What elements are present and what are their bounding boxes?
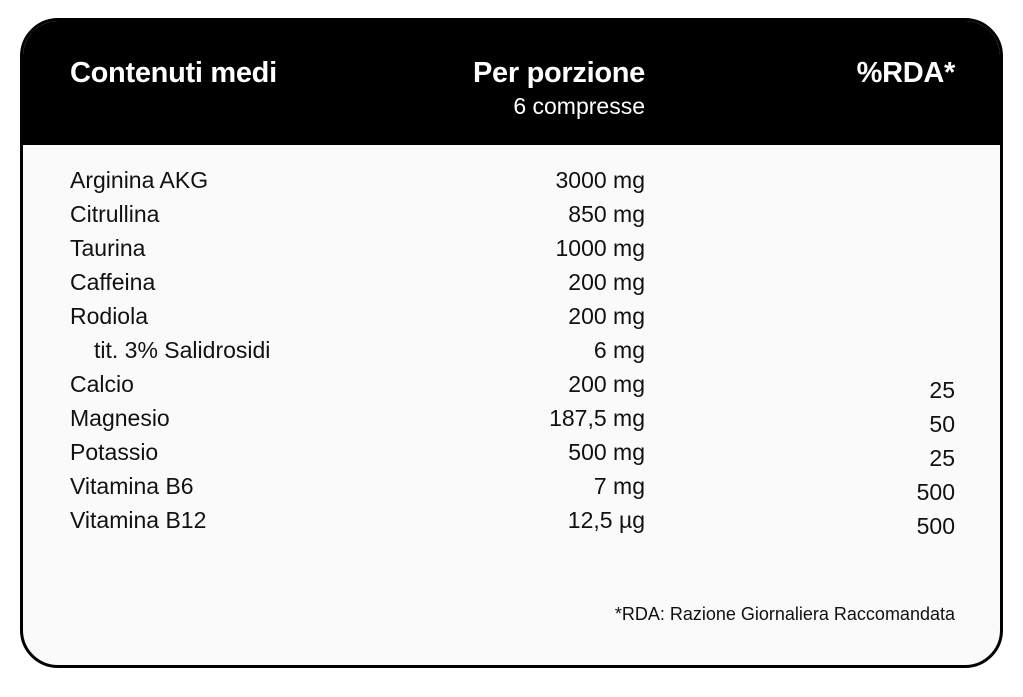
nutrient-amount: 500 mg <box>568 439 645 465</box>
nutrient-name: Caffeina <box>70 269 156 295</box>
nutrient-amount: 200 mg <box>568 303 645 329</box>
nutrient-amount: 187,5 mg <box>549 405 645 431</box>
header-per-portion: Per porzione <box>472 57 645 89</box>
nutrient-name: Vitamina B12 <box>70 507 207 533</box>
nutrient-name: Taurina <box>70 235 146 261</box>
nutrient-amount: 6 mg <box>593 337 645 363</box>
header-contents: Contenuti medi <box>70 57 277 89</box>
nutrient-rda: 25 <box>929 445 955 471</box>
nutrient-amount: 7 mg <box>593 473 645 499</box>
table-body <box>23 167 1000 541</box>
nutrient-name: Magnesio <box>70 405 170 431</box>
nutrient-name: Citrullina <box>70 201 160 227</box>
table-row <box>23 507 1000 541</box>
nutrient-name: Rodiola <box>70 303 148 329</box>
header-portion-size: 6 compresse <box>513 93 645 119</box>
nutrient-amount: 12,5 µg <box>567 507 645 533</box>
nutrient-rda: 25 <box>929 377 955 403</box>
table-row <box>23 439 1000 473</box>
nutrient-name: Arginina AKG <box>70 167 209 193</box>
nutrient-rda: 500 <box>916 513 955 539</box>
table-row <box>23 405 1000 439</box>
table-row <box>23 337 1000 371</box>
nutrient-name: tit. 3% Salidrosidi <box>94 337 271 363</box>
nutrient-name: Calcio <box>70 371 134 397</box>
nutrient-amount: 1000 mg <box>555 235 645 261</box>
nutrient-rda: 50 <box>929 411 955 437</box>
nutrient-amount: 3000 mg <box>555 167 645 193</box>
table-header <box>23 21 1000 145</box>
nutrition-table <box>20 18 1003 668</box>
table-row <box>23 269 1000 303</box>
table-row <box>23 235 1000 269</box>
table-row <box>23 371 1000 405</box>
table-row <box>23 303 1000 337</box>
table-row <box>23 473 1000 507</box>
nutrient-amount: 200 mg <box>568 371 645 397</box>
table-row <box>23 201 1000 235</box>
nutrient-amount: 850 mg <box>568 201 645 227</box>
rda-footnote: *RDA: Razione Giornaliera Raccomandata <box>614 604 955 624</box>
nutrient-name: Vitamina B6 <box>70 473 194 499</box>
header-rda: %RDA* <box>856 57 955 89</box>
nutrient-name: Potassio <box>70 439 159 465</box>
nutrient-amount: 200 mg <box>568 269 645 295</box>
table-row <box>23 167 1000 201</box>
nutrient-rda: 500 <box>916 479 955 505</box>
